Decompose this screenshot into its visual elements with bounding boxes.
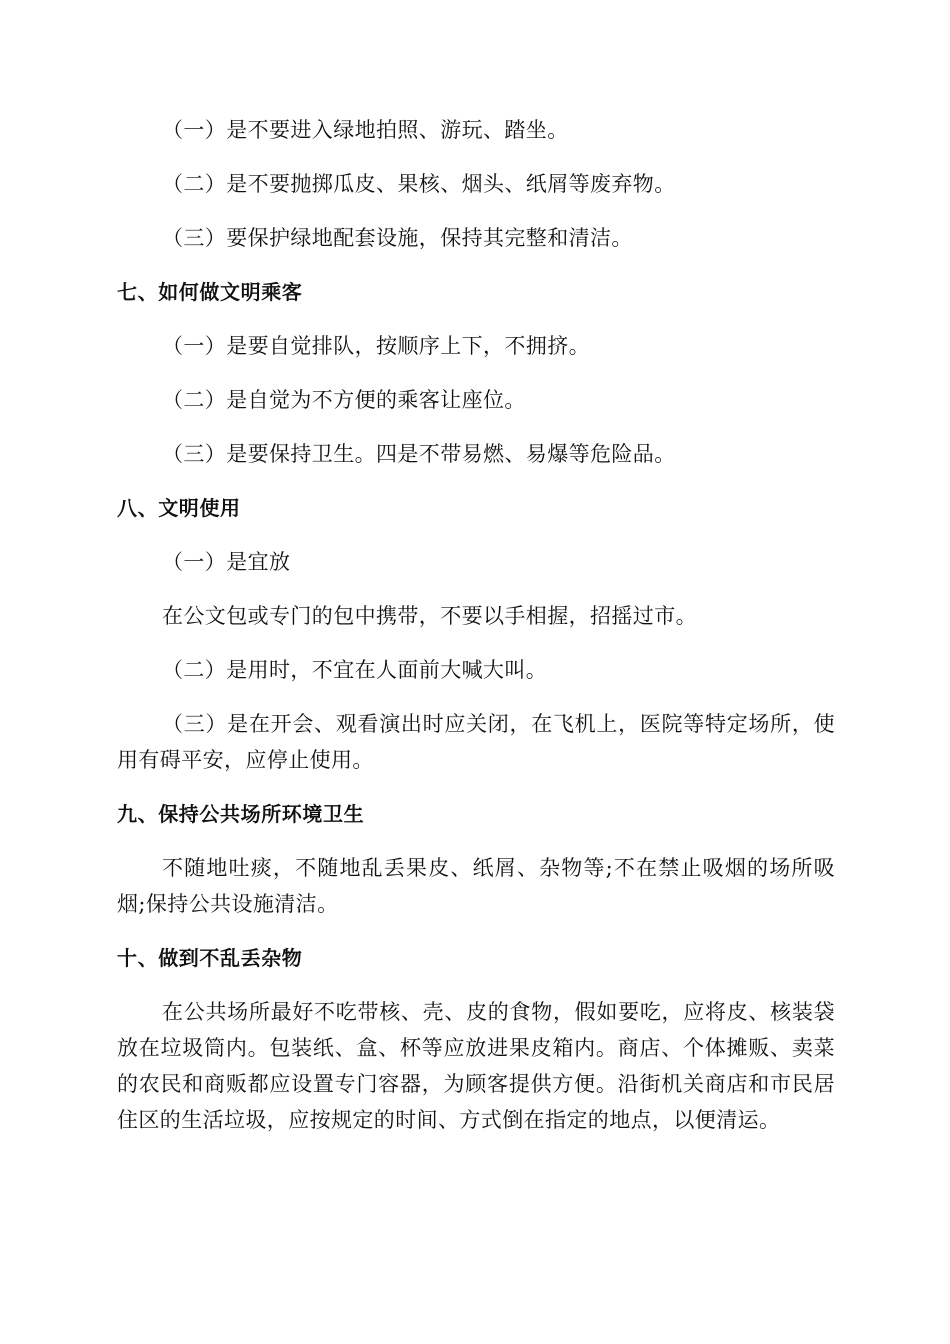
paragraph: 不随地吐痰，不随地乱丢果皮、纸屑、杂物等;不在禁止吸烟的场所吸烟;保持公共设施清洁。 — [117, 856, 835, 916]
paragraph: （三）是要保持卫生。四是不带易燃、易爆等危险品。 — [162, 442, 676, 466]
paragraph: （一）是不要进入绿地拍照、游玩、踏坐。 — [162, 118, 569, 142]
paragraph: （三）要保护绿地配套设施，保持其完整和清洁。 — [162, 226, 633, 250]
section-heading: 十、做到不乱丢杂物 — [117, 946, 303, 970]
paragraph: （二）是不要抛掷瓜皮、果核、烟头、纸屑等废弃物。 — [162, 172, 676, 196]
paragraph: （二）是用时，不宜在人面前大喊大叫。 — [162, 658, 548, 682]
section-heading: 八、文明使用 — [117, 496, 241, 520]
paragraph: 在公共场所最好不吃带核、壳、皮的食物，假如要吃，应将皮、核装袋放在垃圾筒内。包装纸、盒、杯等应放进果皮箱内。商店、个体摊贩、卖菜的农民和商贩都应设置专门容器，为顾客提供方便。沿街机关商店和市民居住区的生活垃圾，应按规定的时间、方式倒在指定的地点，以便清运。 — [117, 1000, 835, 1132]
paragraph: （二）是自觉为不方便的乘客让座位。 — [162, 388, 526, 412]
paragraph: （一）是宜放 — [162, 550, 291, 574]
section-heading: 九、保持公共场所环境卫生 — [117, 802, 365, 826]
document-body — [117, 112, 835, 1156]
section-heading: 七、如何做文明乘客 — [117, 280, 303, 304]
paragraph: 在公文包或专门的包中携带，不要以手相握，招摇过市。 — [162, 604, 697, 628]
paragraph: （一）是要自觉排队，按顺序上下，不拥挤。 — [162, 334, 590, 358]
paragraph: （三）是在开会、观看演出时应关闭，在飞机上，医院等特定场所，使用有碍平安，应停止使用。 — [117, 712, 835, 772]
